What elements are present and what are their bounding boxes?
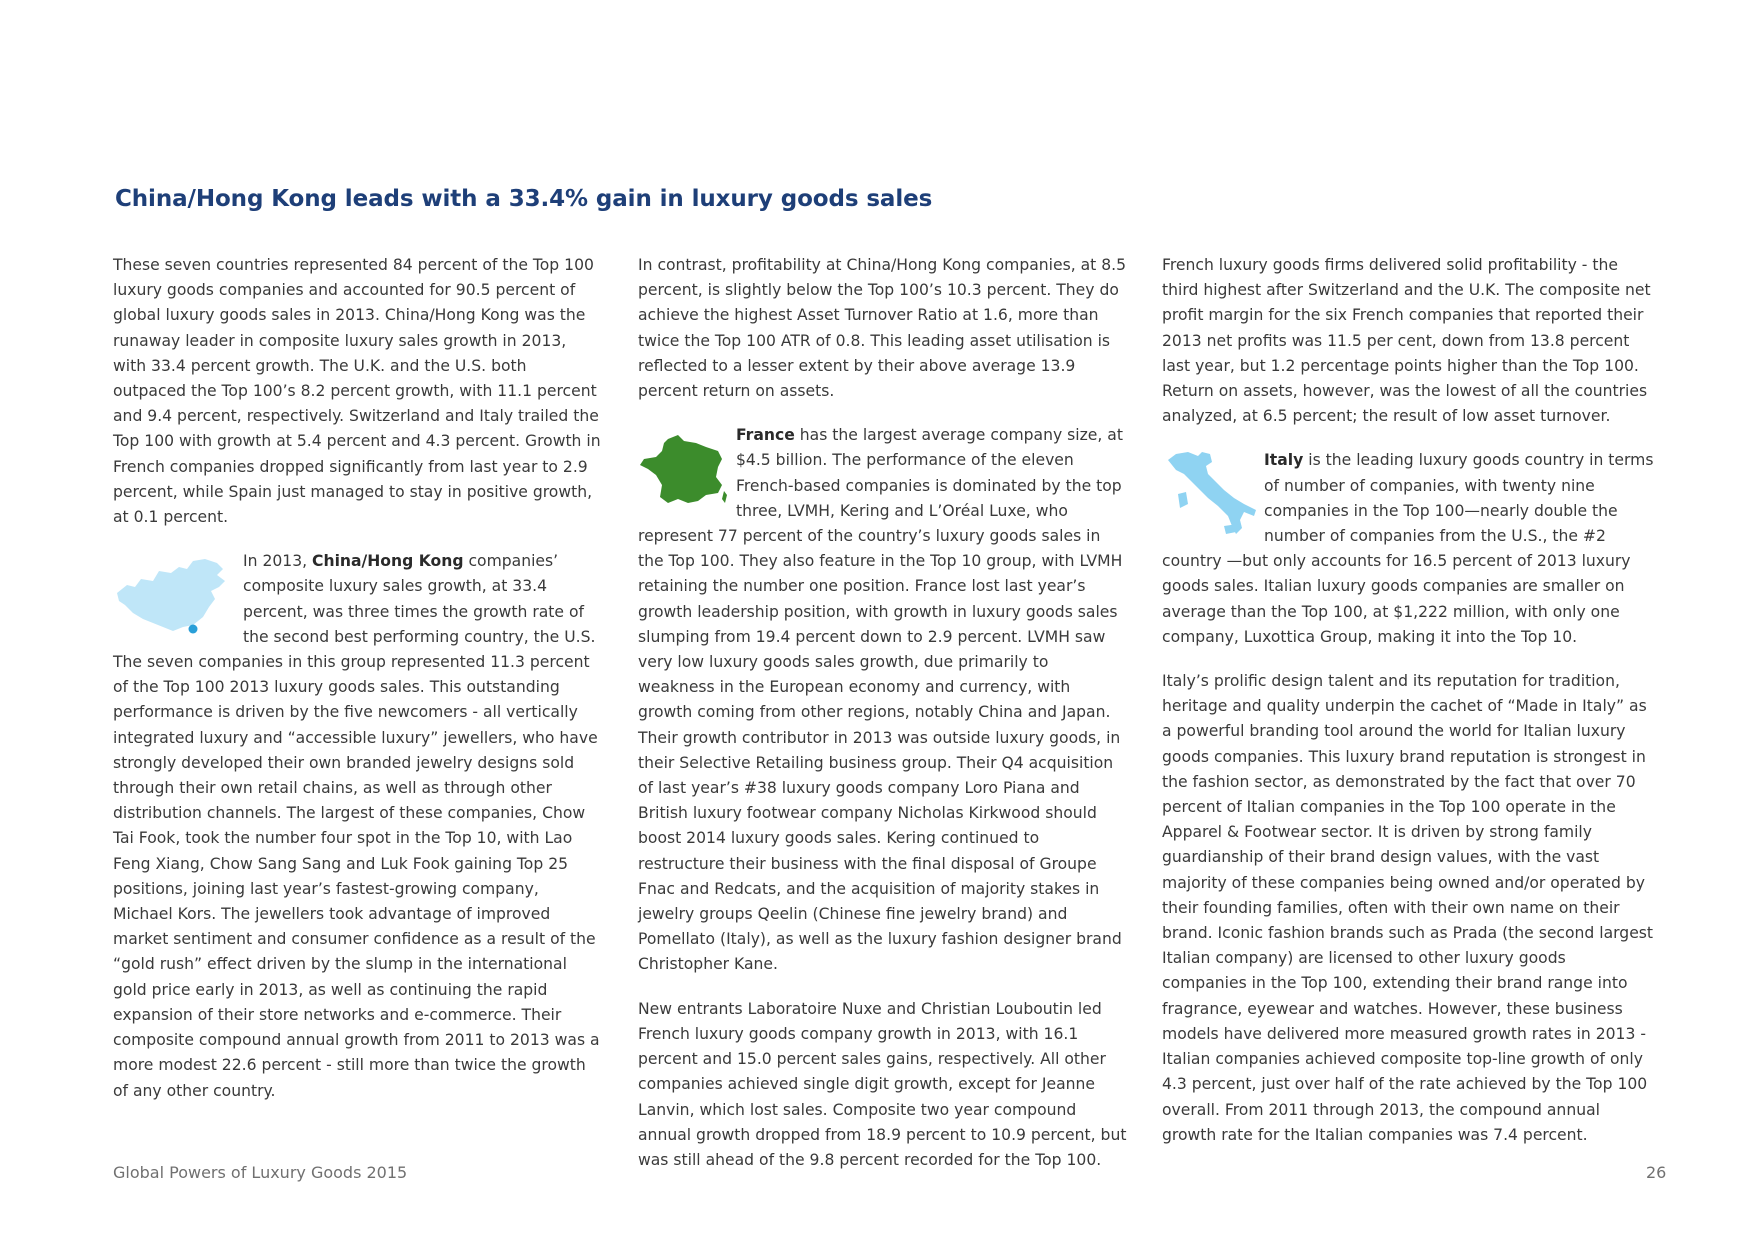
- hong-kong-marker: [189, 625, 198, 634]
- italy-map-icon: [1162, 448, 1258, 536]
- page-title: China/Hong Kong leads with a 33.4% gain in luxury goods sales: [115, 186, 933, 212]
- footer-publication-title: Global Powers of Luxury Goods 2015: [113, 1163, 408, 1182]
- china-map-icon: [113, 557, 231, 637]
- italy-design-paragraph: Italy’s prolific design talent and its reputation for tradition, heritage and quality underpin the cachet of “Made in Italy” as a powerful branding tool around the world for Italian luxury goods companies. This luxury brand reputation is strongest in the fashion sector, as demonstrated by the fact that over 70 percent of Italian companies in the Top 100 operate in the Apparel & Footwear sector. It is driven by strong family guardianship of their brand design values, with the vast majority of these companies being owned and/or operated by their founding families, often with their own name on their brand. Iconic fashion brands such as Prada (the second largest Italian company) are licensed to other luxury goods companies in the Top 100, extending their brand range into fragrance, eyewear and watches. However, these business models have delivered more measured growth rates in 2013 - Italian companies achieved composite top-line growth of only 4.3 percent, just over half of the rate achieved by the Top 100 overall. From 2011 through 2013, the compound annual growth rate for the Italian companies was 7.4 percent.: [1162, 672, 1654, 1144]
- france-map-icon: [638, 433, 728, 508]
- country-france: France: [736, 426, 795, 445]
- french-profitability-paragraph: French luxury goods firms delivered solid profitability - the third highest after Switzerland and the U.K. The composite net profit margin for the six French companies that reported their 2013 net profits was 11.5 per cent, down from 13.8 percent last year, but 1.2 percentage points higher than the Top 100. Return on assets, however, was the lowest of all the countries analyzed, at 6.5 percent; the result of low asset turnover.: [1162, 256, 1651, 426]
- page-number: 26: [1646, 1163, 1667, 1182]
- profitability-paragraph: In contrast, profitability at China/Hong Kong companies, at 8.5 percent, is slightly below the Top 100’s 10.3 percent. They do achieve the highest Asset Turnover Ratio at 1.6, more than twice the Top 100 ATR of 0.8. This leading asset utilisation is reflected to a lesser extent by their above average 13.9 percent return on assets.: [638, 256, 1127, 401]
- new-entrants-paragraph: New entrants Laboratoire Nuxe and Christian Louboutin led French luxury goods company growth in 2013, with 16.1 percent and 15.0 percent sales gains, respectively. All other companies achieved single digit growth, except for Jeanne Lanvin, which lost sales. Composite two year compound annual growth dropped from 18.9 percent to 10.9 percent, but was still ahead of the 9.8 percent recorded for the Top 100.: [638, 999, 1127, 1169]
- column-right: [1162, 253, 1654, 1167]
- china-paragraph: In 2013, China/Hong Kong companies’ composite luxury sales growth, at 33.4 percent, was three times the growth rate of the second best performing country, the U.S. The seven companies in this group represented 11.3 percent of the Top 100 2013 luxury goods sales. This outstanding performance is driven by the five newcomers - all vertically integrated luxury and “accessible luxury” jewellers, who have strongly developed their own branded jewelry designs sold through their own retail chains, as well as through other distribution channels. The largest of these companies, Chow Tai Fook, took the number four spot in the Top 10, with Lao Feng Xiang, Chow Sang Sang and Luk Fook gaining Top 25 positions, joining last year’s fastest-growing company, Michael Kors. The jewellers took advantage of improved market sentiment and consumer confidence as a result of the “gold rush” effect driven by the slump in the international gold price early in 2013, as well as continuing the rapid expansion of their store networks and e-commerce. Their composite compound annual growth from 2011 to 2013 was a more modest 22.6 percent - still more than twice the growth of any other country.: [113, 552, 600, 1100]
- france-paragraph: France has the largest average company size, at $4.5 billion. The performance of the eleven French-based companies is dominated by the top three, LVMH, Kering and L’Oréal Luxe, who represent 77 percent of the country’s luxury goods sales in the Top 100. They also feature in the Top 10 group, with LVMH retaining the number one position. France lost last year’s growth leadership position, with growth in luxury goods sales slumping from 19.4 percent down to 2.9 percent. LVMH saw very low luxury goods sales growth, due primarily to weakness in the European economy and currency, with growth coming from other regions, notably China and Japan. Their growth contributor in 2013 was outside luxury goods, in their Selective Retailing business group. Their Q4 acquisition of last year’s #38 luxury goods company Loro Piana and British luxury footwear company Nicholas Kirkwood should boost 2014 luxury goods sales. Kering continued to restructure their business with the final disposal of Groupe Fnac and Redcats, and the acquisition of majority stakes in jewelry groups Qeelin (Chinese fine jewelry brand) and Pomellato (Italy), as well as the luxury fashion designer brand Christopher Kane.: [638, 426, 1123, 974]
- column-left: [113, 253, 603, 1123]
- column-middle: [638, 253, 1128, 1192]
- country-china: China/Hong Kong: [312, 552, 464, 571]
- country-italy: Italy: [1264, 451, 1304, 470]
- intro-paragraph: These seven countries represented 84 percent of the Top 100 luxury goods companies and accounted for 90.5 percent of global luxury goods sales in 2013. China/Hong Kong was the runaway leader in composite luxury sales growth in 2013, with 33.4 percent growth. The U.K. and the U.S. both outpaced the Top 100’s 8.2 percent growth, with 11.1 percent and 9.4 percent, respectively. Switzerland and Italy trailed the Top 100 with growth at 5.4 percent and 4.3 percent. Growth in French companies dropped significantly from last year to 2.9 percent, while Spain just managed to stay in positive growth, at 0.1 percent.: [113, 256, 601, 527]
- italy-paragraph: Italy is the leading luxury goods country in terms of number of companies, with twenty nine companies in the Top 100—nearly double the number of companies from the U.S., the #2 country —but only accounts for 16.5 percent of 2013 luxury goods sales. Italian luxury goods companies are smaller on average than the Top 100, at $1,222 million, with only one company, Luxottica Group, making it into the Top 10.: [1162, 448, 1654, 650]
